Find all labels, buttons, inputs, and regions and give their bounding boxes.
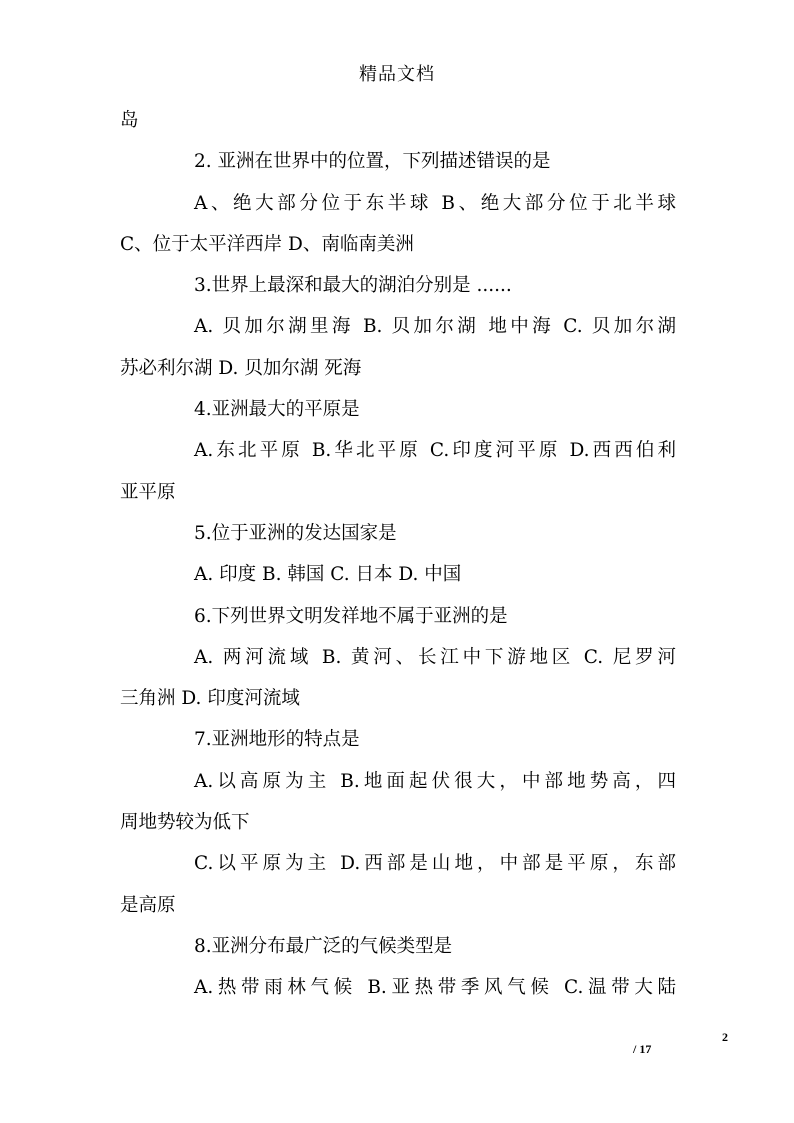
text-line: 周地势较为低下 — [120, 812, 250, 834]
text-line: 岛 — [120, 110, 139, 131]
page-header-title: 精品文档 — [359, 64, 435, 85]
text-line: 亚平原 — [120, 481, 176, 503]
text-line: A.以高原为主 B.地面起伏很大，中部地势高，四 — [194, 770, 676, 792]
text-line: 6.下列世界文明发祥地不属于亚洲的是 — [194, 605, 508, 627]
text-line: 3.世界上最深和最大的湖泊分别是 ...... — [194, 275, 512, 297]
text-line: 8.亚洲分布最广泛的气候类型是 — [194, 935, 453, 957]
text-line: 2. 亚洲在世界中的位置，下列描述错误的是 — [194, 151, 551, 173]
page-number: 2 — [722, 1030, 728, 1044]
text-line: A. 贝加尔湖里海 B. 贝加尔湖 地中海 C. 贝加尔湖 — [194, 316, 676, 338]
text-line: 苏必利尔湖 D. 贝加尔湖 死海 — [120, 357, 362, 379]
text-line: C.以平原为主 D.西部是山地，中部是平原，东部 — [194, 853, 676, 875]
page-count: / 17 — [633, 1042, 652, 1056]
text-line: A. 印度 B. 韩国 C. 日本 D. 中国 — [194, 564, 462, 586]
text-line: C、位于太平洋西岸 D、南临南美洲 — [120, 233, 414, 255]
document-body — [120, 100, 676, 1009]
text-line: 三角洲 D. 印度河流域 — [120, 688, 300, 710]
text-line: A. 两河流域 B. 黄河、长江中下游地区 C. 尼罗河 — [194, 646, 676, 668]
text-line: 7.亚洲地形的特点是 — [194, 729, 360, 751]
text-line: A.热带雨林气候 B.亚热带季风气候 C.温带大陆 — [194, 977, 676, 999]
text-line: A、绝大部分位于东半球 B、绝大部分位于北半球 — [194, 192, 676, 214]
text-line: 4.亚洲最大的平原是 — [194, 399, 360, 421]
text-line: 5.位于亚洲的发达国家是 — [194, 522, 397, 544]
text-line: A.东北平原 B.华北平原 C.印度河平原 D.西西伯利 — [194, 440, 676, 462]
text-line: 是高原 — [120, 894, 176, 916]
